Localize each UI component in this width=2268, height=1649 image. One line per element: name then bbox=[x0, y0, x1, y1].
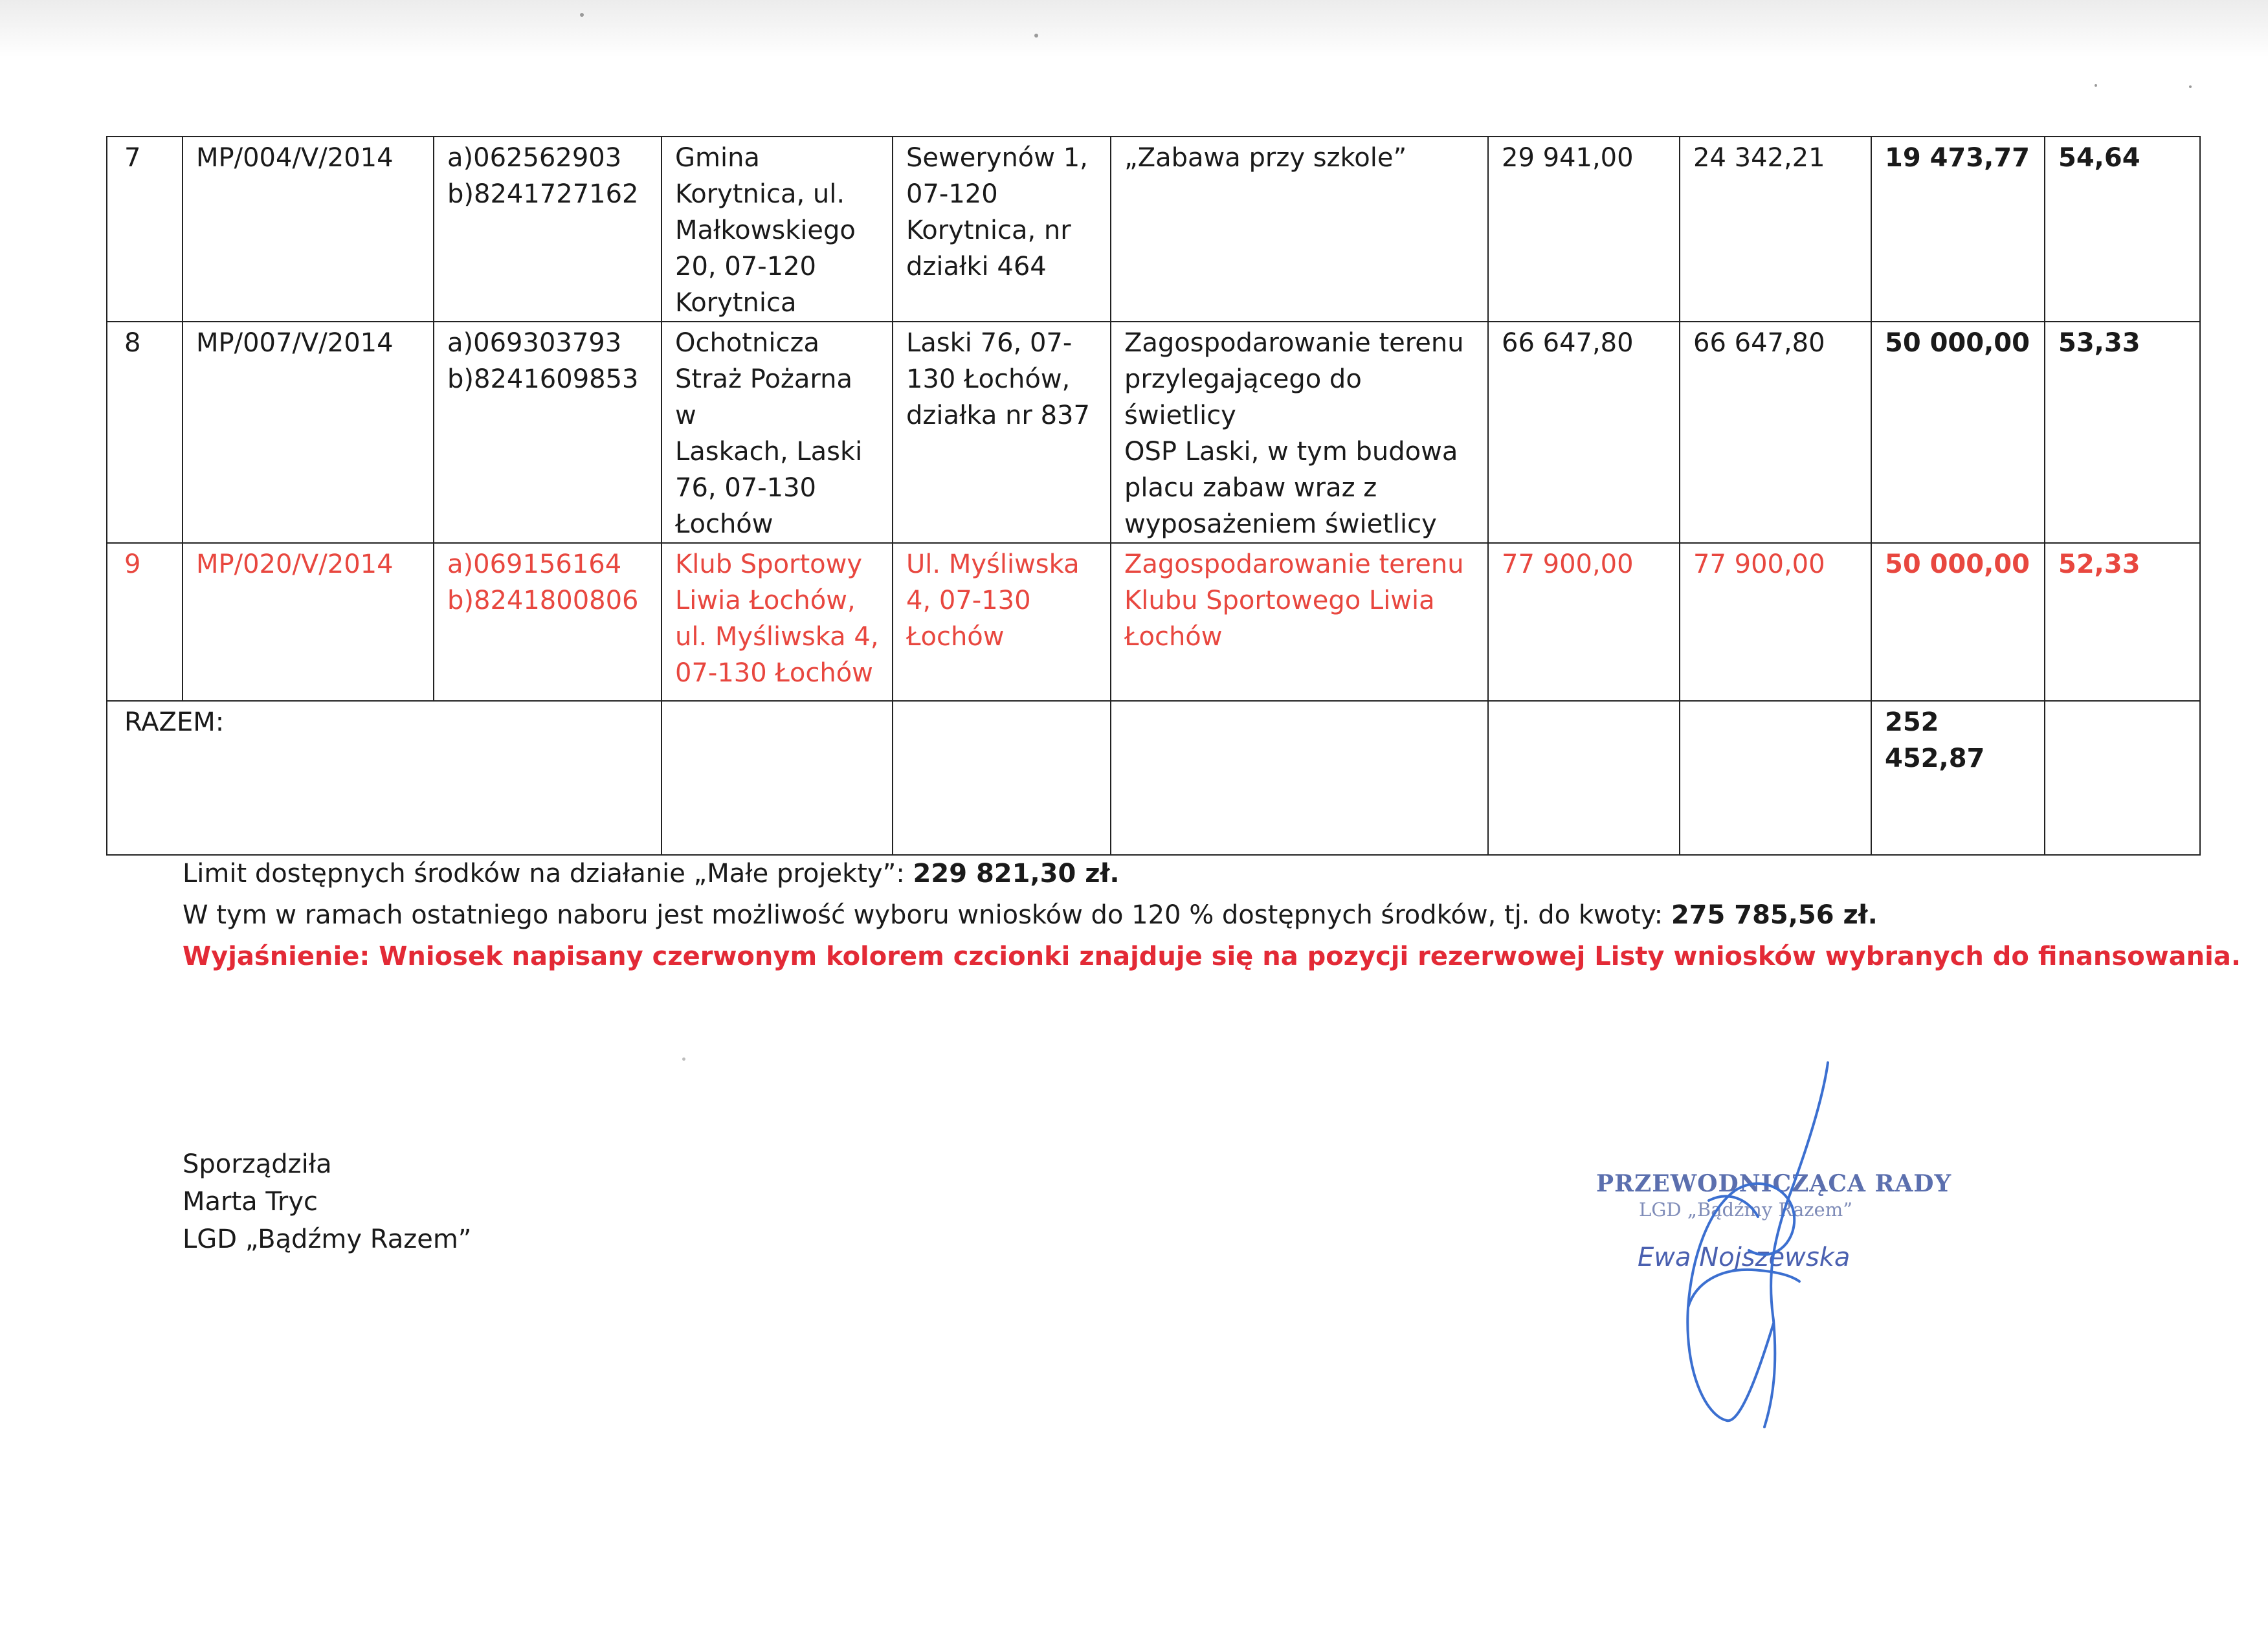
cell-eligible-cost: 24 342,21 bbox=[1680, 137, 1871, 322]
empty-cell bbox=[1488, 701, 1680, 855]
cell-eligible-cost: 66 647,80 bbox=[1680, 322, 1871, 543]
signature-stroke bbox=[1687, 1184, 1794, 1421]
table-row bbox=[107, 137, 2200, 322]
empty-cell bbox=[2045, 701, 2200, 855]
applications-table bbox=[106, 136, 2201, 856]
cell-location: Laski 76, 07- 130 Łochów, działka nr 837 bbox=[893, 322, 1111, 543]
signature-stroke bbox=[1709, 1196, 1758, 1217]
scan-speck bbox=[2189, 85, 2192, 88]
cell-total-cost: 66 647,80 bbox=[1488, 322, 1680, 543]
extended-limit-text: W tym w ramach ostatniego naboru jest możliwość wyboru wniosków do 120 % dostępnych środków, tj. do kwoty: bbox=[183, 900, 1671, 930]
cell-total-cost: 29 941,00 bbox=[1488, 137, 1680, 322]
funds-limit-value: 229 821,30 zł. bbox=[913, 859, 1120, 889]
notes-section bbox=[183, 853, 2241, 977]
funds-limit-text: Limit dostępnych środków na działanie „Małe projekty”: bbox=[183, 859, 913, 889]
cell-number: 9 bbox=[107, 543, 183, 701]
extended-limit-line bbox=[183, 894, 2189, 936]
cell-project-title: Zagospodarowanie terenu przylegającego do świetlicy OSP Laski, w tym budowa placu zabaw wraz z wyposażeniem świetlicy bbox=[1111, 322, 1488, 543]
extended-limit-value: 275 785,56 zł. bbox=[1671, 900, 1878, 930]
cell-grant-amount: 19 473,77 bbox=[1871, 137, 2045, 322]
stamp-title: PRZEWODNICZĄCA RADY bbox=[1596, 1170, 1952, 1197]
cell-location: Ul. Myśliwska 4, 07-130 Łochów bbox=[893, 543, 1111, 701]
cell-identifiers: a)069303793 b)8241609853 bbox=[434, 322, 662, 543]
cell-identifiers: a)069156164 b)8241800806 bbox=[434, 543, 662, 701]
cell-grant-amount: 50 000,00 bbox=[1871, 322, 2045, 543]
cell-application-code: MP/020/V/2014 bbox=[183, 543, 434, 701]
cell-application-code: MP/007/V/2014 bbox=[183, 322, 434, 543]
cell-number: 8 bbox=[107, 322, 183, 543]
signature-stroke bbox=[1764, 1063, 1828, 1427]
table-row bbox=[107, 322, 2200, 543]
handwritten-signature bbox=[1579, 1061, 1942, 1437]
scan-speck bbox=[580, 13, 584, 17]
prepared-by-block bbox=[183, 1145, 472, 1258]
empty-cell bbox=[1111, 701, 1488, 855]
cell-applicant: Klub Sportowy Liwia Łochów, ul. Myśliwska 4, 07-130 Łochów bbox=[662, 543, 893, 701]
cell-project-title: „Zabawa przy szkole” bbox=[1111, 137, 1488, 322]
cell-location: Sewerynów 1, 07-120 Korytnica, nr działki 464 bbox=[893, 137, 1111, 322]
cell-grant-amount: 50 000,00 bbox=[1871, 543, 2045, 701]
total-label: RAZEM: bbox=[107, 701, 662, 855]
cell-total-cost: 77 900,00 bbox=[1488, 543, 1680, 701]
stamp-organization: LGD „Bądźmy Razem” bbox=[1639, 1199, 1853, 1221]
scan-speck bbox=[682, 1057, 685, 1061]
prepared-by-label: Sporządziła bbox=[183, 1149, 332, 1179]
cell-points: 53,33 bbox=[2045, 322, 2200, 543]
cell-applicant: Ochotnicza Straż Pożarna w Laskach, Laski 76, 07-130 Łochów bbox=[662, 322, 893, 543]
empty-cell bbox=[662, 701, 893, 855]
cell-applicant: Gmina Korytnica, ul. Małkowskiego 20, 07-120 Korytnica bbox=[662, 137, 893, 322]
scan-speck bbox=[2095, 84, 2097, 87]
scan-speck bbox=[1034, 34, 1038, 38]
signature-stroke bbox=[1688, 1270, 1799, 1307]
prepared-by-org: LGD „Bądźmy Razem” bbox=[183, 1224, 472, 1254]
cell-identifiers: a)062562903 b)8241727162 bbox=[434, 137, 662, 322]
cell-eligible-cost: 77 900,00 bbox=[1680, 543, 1871, 701]
total-grant-amount: 252 452,87 bbox=[1871, 701, 2045, 855]
cell-points: 52,33 bbox=[2045, 543, 2200, 701]
empty-cell bbox=[893, 701, 1111, 855]
explanation-note: Wyjaśnienie: Wniosek napisany czerwonym kolorem czcionki znajduje się na pozycji rezerwowej Listy wniosków wybranych do finansowania. bbox=[183, 942, 2241, 971]
table-total-row bbox=[107, 701, 2200, 855]
prepared-by-name: Marta Tryc bbox=[183, 1187, 318, 1217]
table-row-reserve bbox=[107, 543, 2200, 701]
cell-project-title: Zagospodarowanie terenu Klubu Sportowego Liwia Łochów bbox=[1111, 543, 1488, 701]
cell-points: 54,64 bbox=[2045, 137, 2200, 322]
stamp-name: Ewa Nojszewska bbox=[1638, 1243, 1851, 1272]
empty-cell bbox=[1680, 701, 1871, 855]
scan-shadow bbox=[0, 0, 2268, 57]
cell-application-code: MP/004/V/2014 bbox=[183, 137, 434, 322]
funds-limit-line bbox=[183, 853, 2189, 894]
cell-number: 7 bbox=[107, 137, 183, 322]
